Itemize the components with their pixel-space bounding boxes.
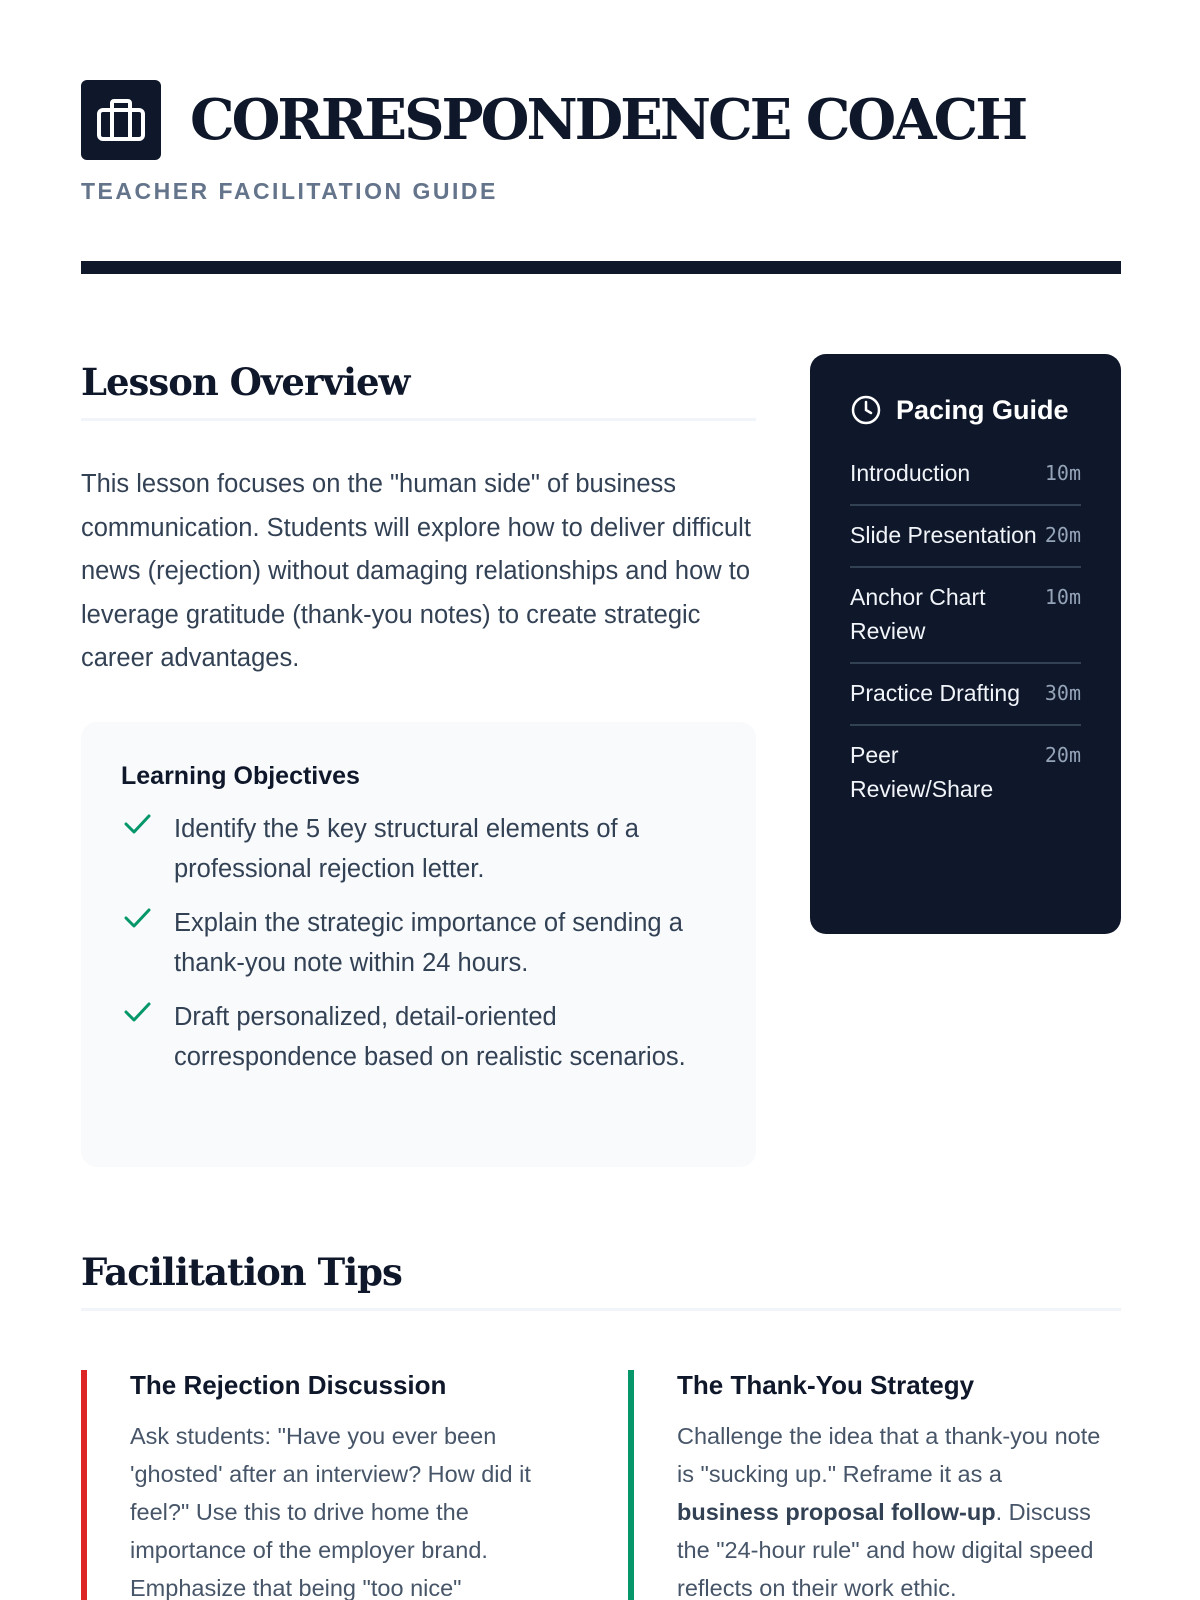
objective-text: Explain the strategic importance of sending a thank-you note within 24 hours. bbox=[174, 909, 683, 977]
pace-activity: Slide Presentation bbox=[850, 522, 1037, 548]
pacing-guide-header bbox=[850, 394, 1081, 426]
brand-row bbox=[81, 80, 1121, 160]
page-title: CORRESPONDENCE COACH bbox=[190, 87, 1026, 153]
pace-duration: 30m bbox=[1044, 681, 1081, 705]
list-item bbox=[121, 997, 726, 1077]
pace-duration: 20m bbox=[1044, 523, 1081, 547]
list-item bbox=[121, 809, 726, 889]
briefcase-icon bbox=[81, 80, 161, 160]
facilitation-tips-section bbox=[81, 1250, 1121, 1600]
lesson-overview-section bbox=[81, 360, 756, 681]
tip-text: Ask students: "Have you ever been 'ghosted' after an interview? How did it feel?" Use this to drive home the importance of the employer brand. Emphasize that being "too nice" bbox=[130, 1423, 531, 1600]
learning-objectives-heading: Learning Objectives bbox=[121, 762, 360, 790]
table-row bbox=[850, 444, 1081, 506]
list-item bbox=[121, 903, 726, 983]
rejection-tip-card bbox=[81, 1370, 561, 1600]
table-row bbox=[850, 568, 1081, 664]
clock-icon bbox=[850, 394, 882, 426]
tip-text-emphasis: business proposal follow-up bbox=[677, 1499, 996, 1525]
pace-duration: 10m bbox=[1044, 461, 1081, 485]
tip-text bbox=[677, 1417, 1108, 1600]
table-row bbox=[850, 726, 1081, 820]
objective-text: Identify the 5 key structural elements of a professional rejection letter. bbox=[174, 815, 639, 883]
check-icon bbox=[121, 997, 153, 1029]
lesson-overview-text: This lesson focuses on the "human side" of business communication. Students will explore how to deliver difficult news (rejection) without damaging relationships and how to leverage gratitude (thank-you notes) to create strategic career advantages. bbox=[81, 470, 751, 672]
tip-text-part: Challenge the idea that a thank-you note is "sucking up." Reframe it as a bbox=[677, 1423, 1101, 1487]
pace-duration: 20m bbox=[1044, 743, 1081, 767]
facilitation-tips-heading: Facilitation Tips bbox=[81, 1250, 1121, 1311]
table-row bbox=[850, 506, 1081, 568]
header-divider bbox=[81, 261, 1121, 274]
document-header bbox=[81, 80, 1121, 205]
learning-objectives-box bbox=[81, 722, 756, 1167]
pacing-guide-title: Pacing Guide bbox=[896, 394, 1069, 425]
pace-duration: 10m bbox=[1044, 585, 1081, 609]
table-row bbox=[850, 664, 1081, 726]
check-icon bbox=[121, 903, 153, 935]
pace-activity: Practice Drafting bbox=[850, 680, 1021, 706]
page-subtitle: TEACHER FACILITATION GUIDE bbox=[81, 178, 498, 204]
pace-activity: Introduction bbox=[850, 460, 971, 486]
tip-title: The Rejection Discussion bbox=[130, 1370, 447, 1400]
pacing-list bbox=[850, 444, 1081, 820]
pace-activity: Peer Review/Share bbox=[850, 742, 994, 802]
tip-title: The Thank-You Strategy bbox=[677, 1370, 975, 1400]
objectives-list bbox=[121, 809, 726, 1077]
lesson-overview-heading: Lesson Overview bbox=[81, 360, 756, 421]
pacing-guide-card bbox=[810, 354, 1121, 934]
tip-text-part: . Discuss the "24-hour rule" and how digital speed reflects on their work ethic. bbox=[677, 1499, 1094, 1600]
pace-activity: Anchor Chart Review bbox=[850, 584, 986, 644]
thank-you-tip-card bbox=[628, 1370, 1108, 1600]
check-icon bbox=[121, 809, 153, 841]
objective-text: Draft personalized, detail-oriented correspondence based on realistic scenarios. bbox=[174, 1003, 686, 1071]
